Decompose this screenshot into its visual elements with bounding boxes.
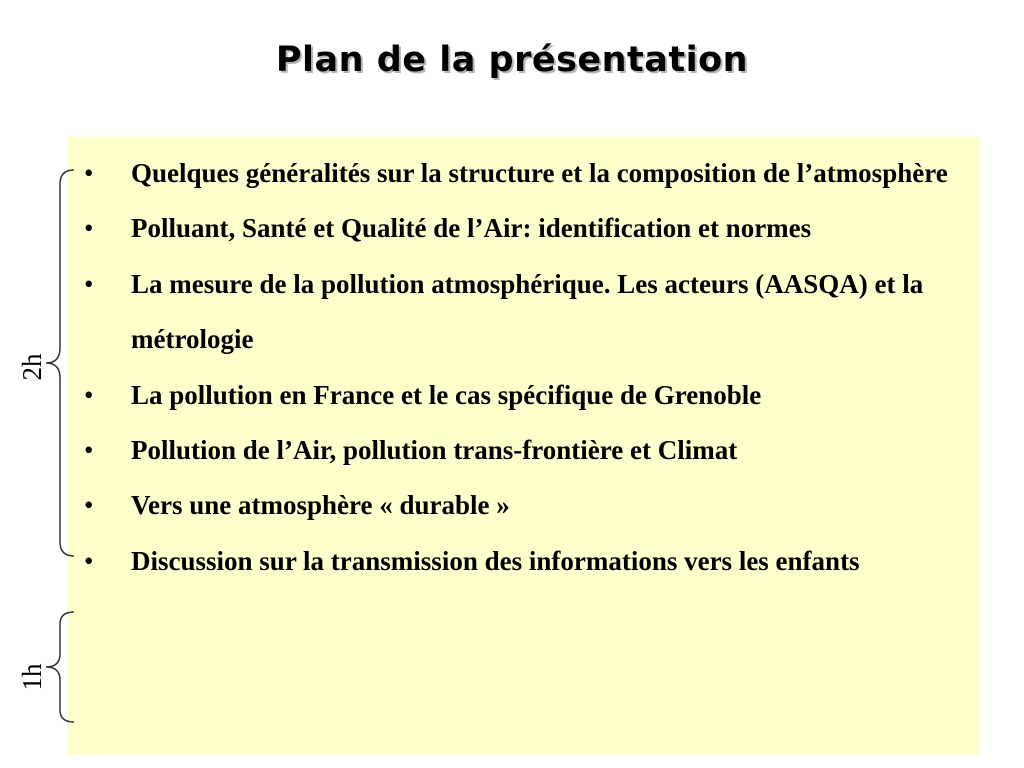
agenda-item [78,146,973,201]
agenda-item [78,534,973,589]
slide-title: Plan de la présentation [275,40,749,80]
agenda-item [78,478,973,533]
agenda-item-text: La pollution en France et le cas spécifique de Grenoble [131,379,762,410]
agenda-item [78,201,973,256]
brace-label-2h: 2h [17,353,47,381]
agenda-item [78,257,973,368]
agenda-item-text: Polluant, Santé et Qualité de l’Air: identification et normes [131,213,812,244]
agenda-item [78,423,973,478]
agenda-list [78,146,973,589]
bullet-icon: • [84,435,94,466]
bullet-icon: • [84,379,94,410]
bullet-icon: • [84,158,94,188]
agenda-item-text: Quelques généralités sur la structure et la composition de l’atmosphère [131,158,948,188]
bullet-icon: • [84,490,94,521]
bullet-icon: • [84,213,94,244]
bullet-icon: • [84,268,94,299]
bullet-icon: • [84,545,94,576]
agenda-item-text: Pollution de l’Air, pollution trans-frontière et Climat [131,435,738,466]
agenda-item-text: Vers une atmosphère « durable » [131,490,510,521]
agenda-item-text: La mesure de la pollution atmosphérique. Les acteurs (AASQA) et la métrologie [131,268,924,355]
brace-label-1h: 1h [17,663,47,691]
agenda-item [78,368,973,423]
agenda-item-text: Discussion sur la transmission des informations vers les enfants [131,545,860,576]
